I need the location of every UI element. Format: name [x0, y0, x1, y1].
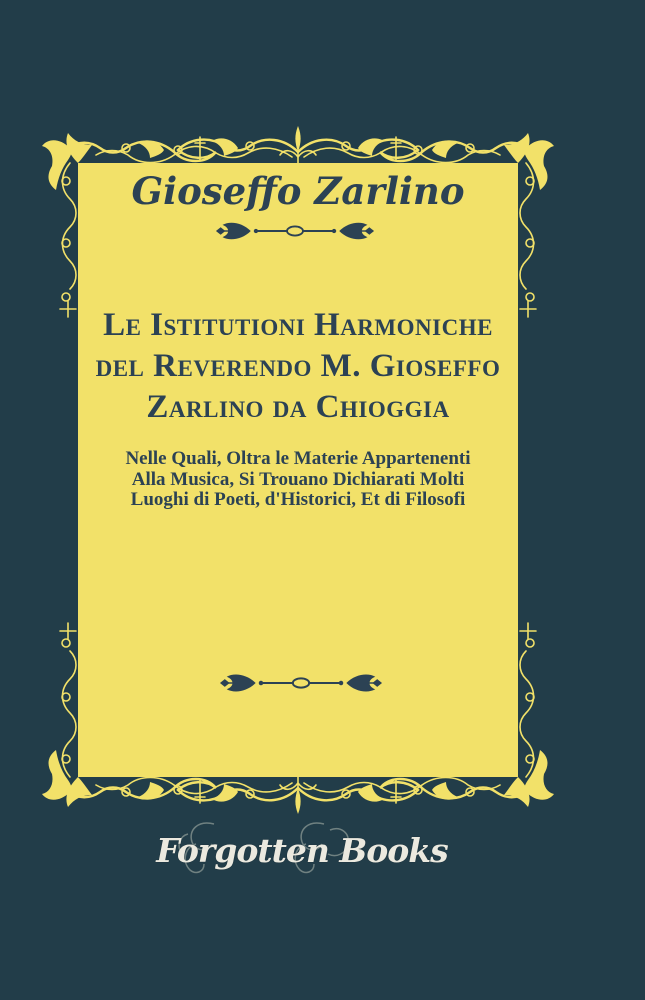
- book-title: [68, 305, 528, 428]
- subtitle-line: Alla Musica, Si Trouano Dichiarati Molti: [131, 468, 465, 490]
- title-line: Zarlino da Chioggia: [146, 389, 450, 425]
- author-divider-ornament-icon: [215, 218, 375, 244]
- subtitle-line: Nelle Quali, Oltra le Materie Appartenenti: [125, 448, 471, 469]
- author-name: Gioseffo Zarlino: [131, 169, 465, 213]
- publisher-logo-text: Forgotten Books: [156, 830, 448, 870]
- subtitle-line: Luoghi di Poeti, d'Historici, Et di Filosofi: [130, 489, 466, 510]
- footer-divider-ornament-icon: [219, 670, 383, 696]
- publisher-logo: [92, 816, 512, 884]
- title-line: Le Istitutioni Harmoniche: [103, 307, 493, 343]
- title-line: del Reverendo M. Gioseffo: [95, 348, 501, 384]
- book-subtitle: [68, 449, 528, 511]
